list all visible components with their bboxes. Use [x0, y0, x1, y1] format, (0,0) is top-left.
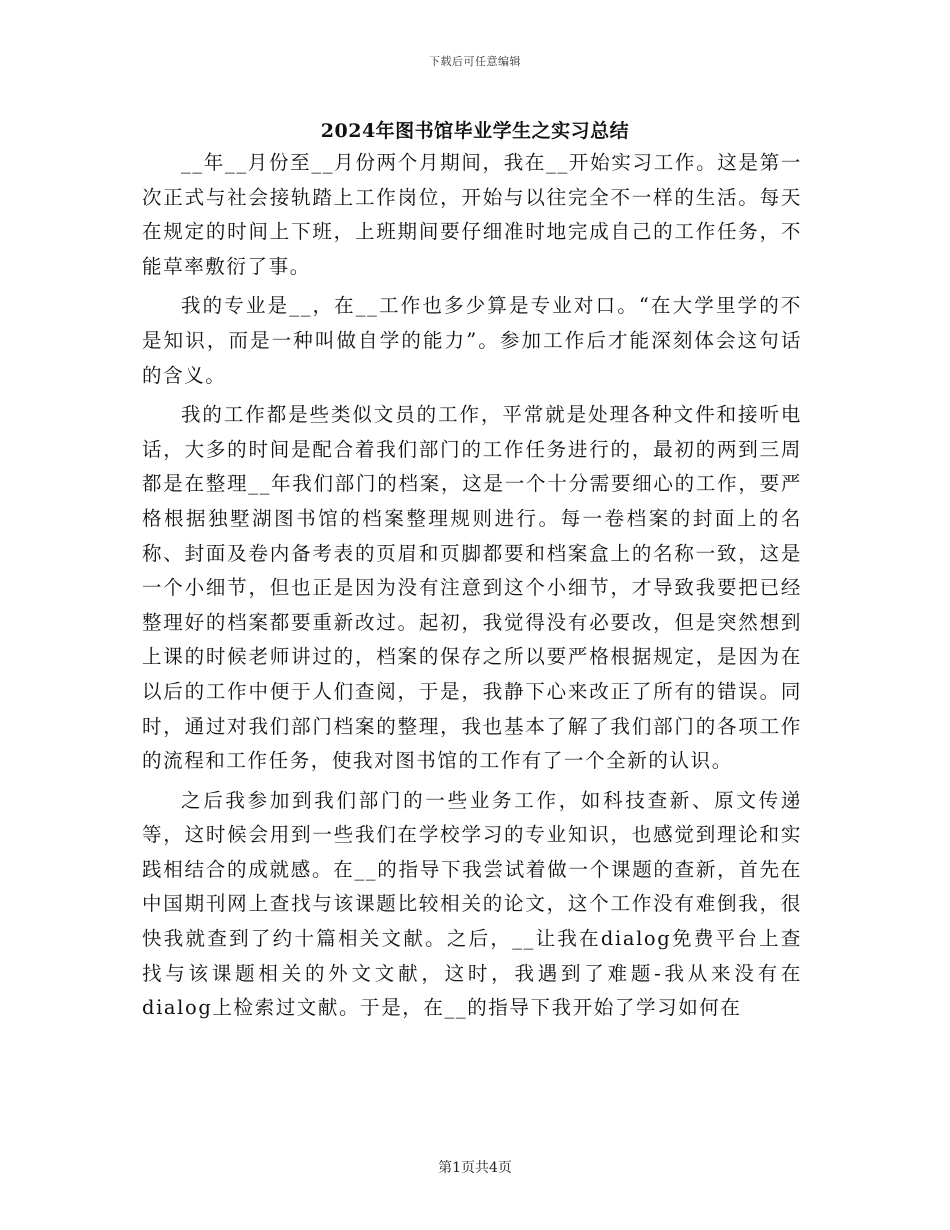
paragraph: 我的专业是__，在__工作也多少算是专业对口。“在大学里学的不是知识，而是一种叫做自学的能力”。参加工作后才能深刻体会这句话的含义。: [142, 294, 802, 387]
document-title: 2024年图书馆毕业学生之实习总结: [320, 120, 630, 142]
page-footer: 第1页共4页: [438, 1160, 512, 1176]
page-header: 下载后可任意编辑: [429, 55, 521, 68]
paragraph: __年__月份至__月份两个月期间，我在__开始实习工作。这是第一次正式与社会接轨踏上工作岗位，开始与以往完全不一样的生活。每天在规定的时间上下班，上班期间要仔细准时地完成自己的工作任务，不能草率敷衍了事。: [142, 151, 802, 278]
paragraph: 之后我参加到我们部门的一些业务工作，如科技查新、原文传递等，这时候会用到一些我们在学校学习的专业知识，也感觉到理论和实践相结合的成就感。在__的指导下我尝试着做一个课题的查新，首先在中国期刊网上查找与该课题比较相关的论文，这个工作没有难倒我，很快我就查到了约十篇相关文献。之后，__让我在dialog免费平台上查找与该课题相关的外文文献，这时，我遇到了难题-我从来没有在dialog上检索过文献。于是，在__的指导下我开始了学习如何在: [142, 788, 802, 1020]
document-body: [142, 146, 802, 1031]
paragraph: 我的工作都是些类似文员的工作，平常就是处理各种文件和接听电话，大多的时间是配合着我们部门的工作任务进行的，最初的两到三周都是在整理__年我们部门的档案，这是一个十分需要细心的工作，要严格根据独墅湖图书馆的档案整理规则进行。每一卷档案的封面上的名称、封面及卷内备考表的页眉和页脚都要和档案盒上的名称一致，这是一个小细节，但也正是因为没有注意到这个小细节，才导致我要把已经整理好的档案都要重新改过。起初，我觉得没有必要改，但是突然想到上课的时候老师讲过的，档案的保存之所以要严格根据规定，是因为在以后的工作中便于人们查阅，于是，我静下心来改正了所有的错误。同时，通过对我们部门档案的整理，我也基本了解了我们部门的各项工作的流程和工作任务，使我对图书馆的工作有了一个全新的认识。: [142, 403, 802, 773]
